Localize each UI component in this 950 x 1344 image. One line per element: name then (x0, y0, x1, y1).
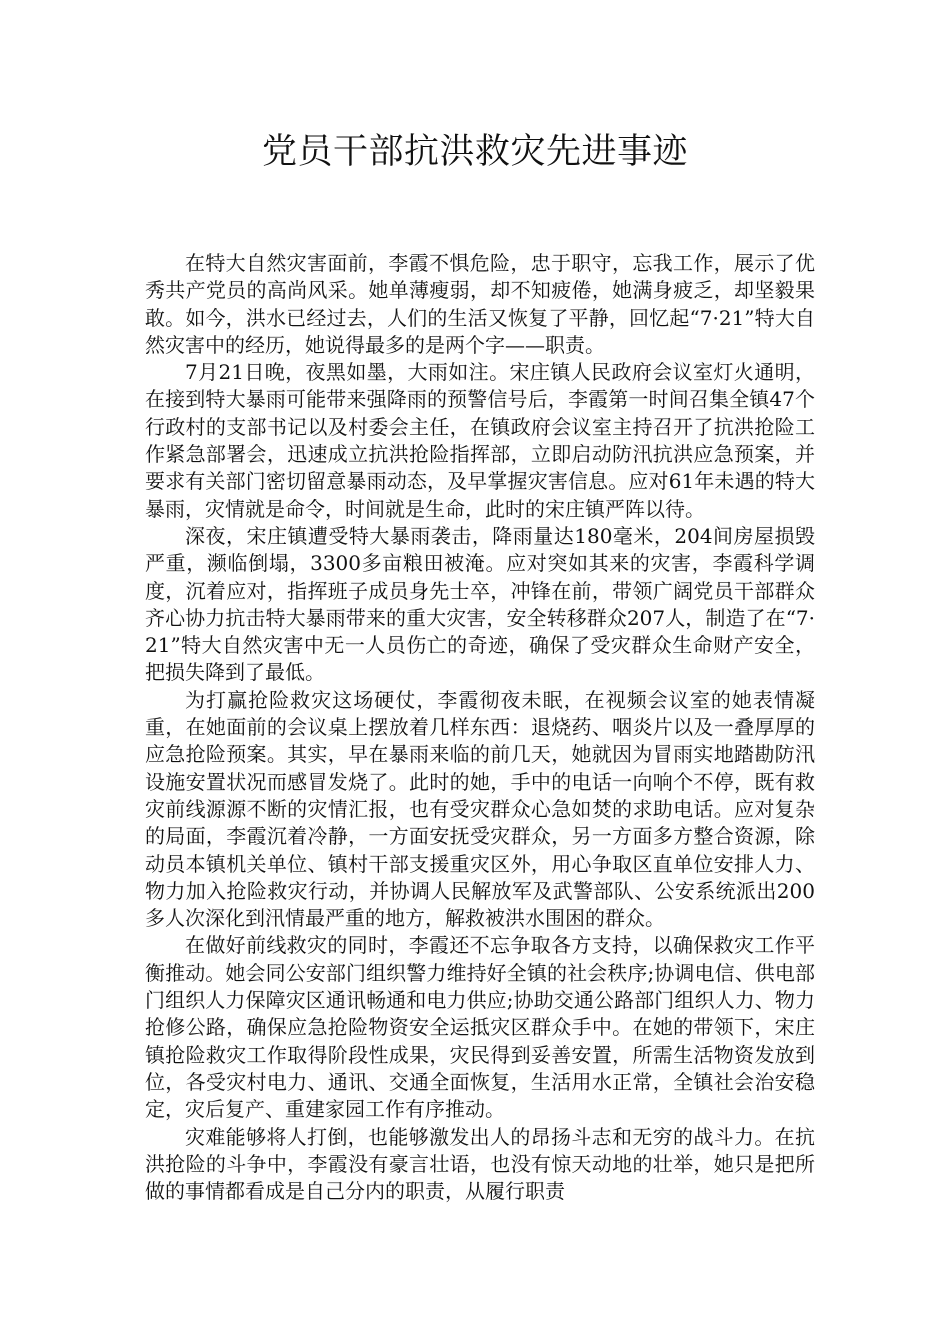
paragraph: 灾难能够将人打倒，也能够激发出人的昂扬斗志和无穷的战斗力。在抗洪抢险的斗争中，李霞没有豪言壮语，也没有惊天动地的壮举，她只是把所做的事情都看成是自己分内的职责，从履行职责 (145, 1124, 815, 1204)
paragraph: 在做好前线救灾的同时，李霞还不忘争取各方支持，以确保救灾工作平衡推动。她会同公安部门组织警力维持好全镇的社会秩序;协调电信、供电部门组织人力保障灾区通讯畅通和电力供应;协助交通公路部门组织人力、物力抢修公路，确保应急抢险物资安全运抵灾区群众手中。在她的带领下，宋庄镇抢险救灾工作取得阶段性成果，灾民得到妥善安置，所需生活物资发放到位，各受灾村电力、通讯、交通全面恢复，生活用水正常，全镇社会治安稳定，灾后复产、重建家园工作有序推动。 (145, 933, 815, 1122)
paragraph: 为打赢抢险救灾这场硬仗，李霞彻夜未眠，在视频会议室的她表情凝重，在她面前的会议桌上摆放着几样东西：退烧药、咽炎片以及一叠厚厚的应急抢险预案。其实，早在暴雨来临的前几天，她就因为冒雨实地踏勘防汛设施安置状况而感冒发烧了。此时的她，手中的电话一向响个不停，既有救灾前线源源不断的灾情汇报，也有受灾群众心急如焚的求助电话。应对复杂的局面，李霞沉着冷静，一方面安抚受灾群众，另一方面多方整合资源，除动员本镇机关单位、镇村干部支援重灾区外，用心争取区直单位安排人力、物力加入抢险救灾行动，并协调人民解放军及武警部队、公安系统派出200多人次深化到汛情最严重的地方，解救被洪水围困的群众。 (145, 687, 815, 931)
paragraph: 7月21日晚，夜黑如墨，大雨如注。宋庄镇人民政府会议室灯火通明，在接到特大暴雨可能带来强降雨的预警信号后，李霞第一时间召集全镇47个行政村的支部书记以及村委会主任，在镇政府会议室主持召开了抗洪抢险工作紧急部署会，迅速成立抗洪抢险指挥部，立即启动防汛抗洪应急预案，并要求有关部门密切留意暴雨动态，及早掌握灾害信息。应对61年未遇的特大暴雨，灾情就是命令，时间就是生命，此时的宋庄镇严阵以待。 (145, 360, 815, 521)
paragraph: 深夜，宋庄镇遭受特大暴雨袭击，降雨量达180毫米，204间房屋损毁严重，濒临倒塌，3300多亩粮田被淹。应对突如其来的灾害，李霞科学调度，沉着应对，指挥班子成员身先士卒，冲锋在前，带领广阔党员干部群众齐心协力抗击特大暴雨带来的重大灾害，安全转移群众207人，制造了在“7·21”特大自然灾害中无一人员伤亡的奇迹，确保了受灾群众生命财产安全，把损失降到了最低。 (145, 523, 815, 685)
paragraph: 在特大自然灾害面前，李霞不惧危险，忠于职守，忘我工作，展示了优秀共产党员的高尚风采。她单薄瘦弱，却不知疲倦，她满身疲乏，却坚毅果敢。如今，洪水已经过去，人们的生活又恢复了平静，回忆起“7·21”特大自然灾害中的经历，她说得最多的是两个字——职责。 (145, 251, 815, 357)
document-title: 党员干部抗洪救灾先进事迹 (261, 132, 688, 172)
document-body (145, 250, 815, 1205)
